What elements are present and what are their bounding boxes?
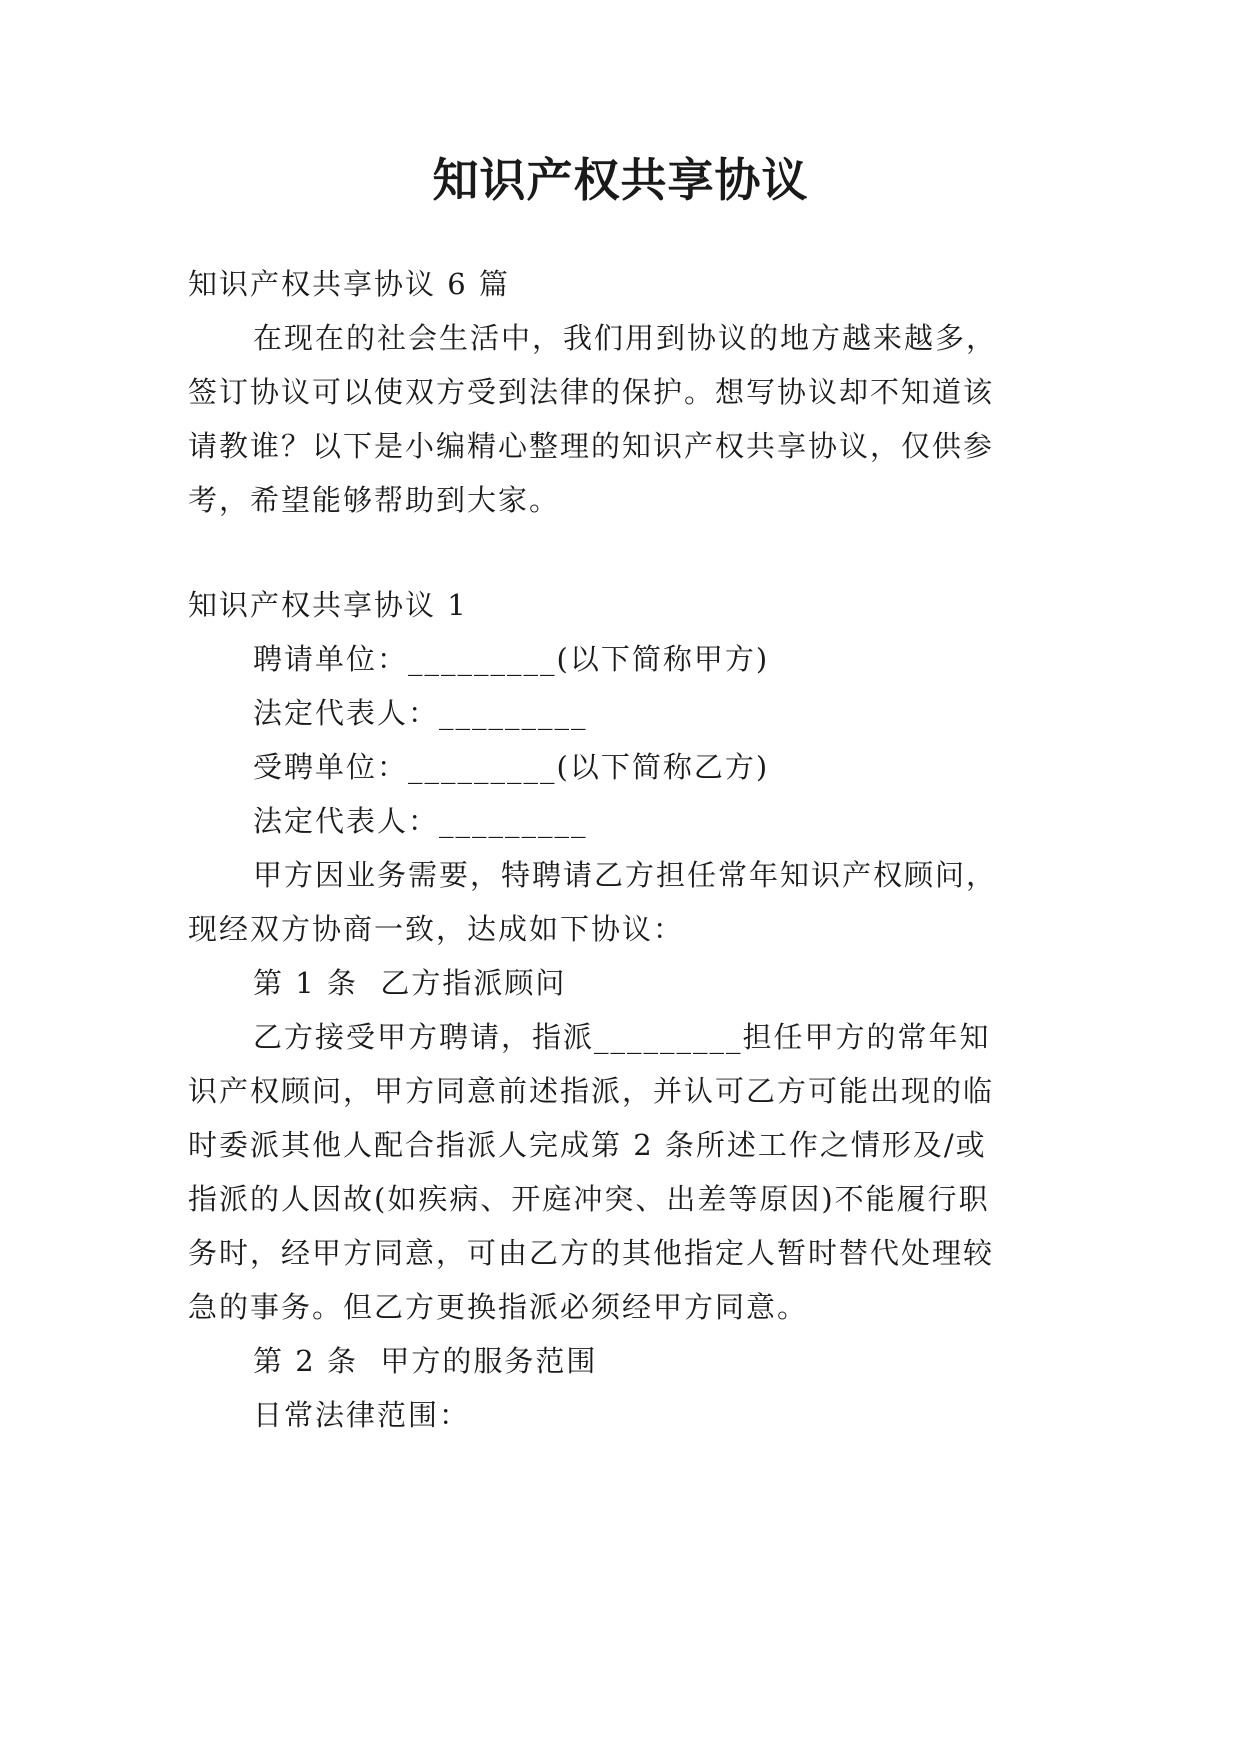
intro-line: 在现在的社会生活中，我们用到协议的地方越来越多， bbox=[253, 321, 998, 355]
article-1-line: 识产权顾问，甲方同意前述指派，并认可乙方可能出现的临 bbox=[188, 1074, 995, 1108]
field-legal-rep-b: 法定代表人：_________ bbox=[253, 804, 588, 838]
intro-line: 考，希望能够帮助到大家。 bbox=[188, 483, 561, 517]
preamble-line: 现经双方协商一致，达成如下协议： bbox=[188, 912, 685, 946]
article-1-line: 时委派其他人配合指派人完成第 2 条所述工作之情形及/或 bbox=[188, 1128, 987, 1162]
article-1-heading: 第 1 条 乙方指派顾问 bbox=[253, 966, 567, 1000]
section-heading: 知识产权共享协议 1 bbox=[188, 588, 468, 622]
intro-line: 签订协议可以使双方受到法律的保护。想写协议却不知道该 bbox=[188, 375, 995, 409]
article-1-line: 指派的人因故(如疾病、开庭冲突、出差等原因)不能履行职 bbox=[188, 1182, 990, 1216]
document-title: 知识产权共享协议 bbox=[432, 153, 809, 207]
article-1-line: 急的事务。但乙方更换指派必须经甲方同意。 bbox=[188, 1290, 809, 1324]
article-1-line: 乙方接受甲方聘请，指派_________担任甲方的常年知 bbox=[253, 1020, 991, 1054]
field-employee-unit: 受聘单位：_________(以下简称乙方) bbox=[253, 750, 770, 784]
field-employer: 聘请单位：_________(以下简称甲方) bbox=[253, 642, 770, 676]
preamble-line: 甲方因业务需要，特聘请乙方担任常年知识产权顾问， bbox=[253, 858, 998, 892]
article-2-subheading: 日常法律范围： bbox=[253, 1398, 471, 1432]
article-1-line: 务时，经甲方同意，可由乙方的其他指定人暂时替代处理较 bbox=[188, 1236, 995, 1270]
article-2-heading: 第 2 条 甲方的服务范围 bbox=[253, 1344, 598, 1378]
field-legal-rep-a: 法定代表人：_________ bbox=[253, 696, 588, 730]
intro-line: 请教谁？以下是小编精心整理的知识产权共享协议，仅供参 bbox=[188, 429, 995, 463]
document-subtitle: 知识产权共享协议 6 篇 bbox=[188, 267, 510, 301]
